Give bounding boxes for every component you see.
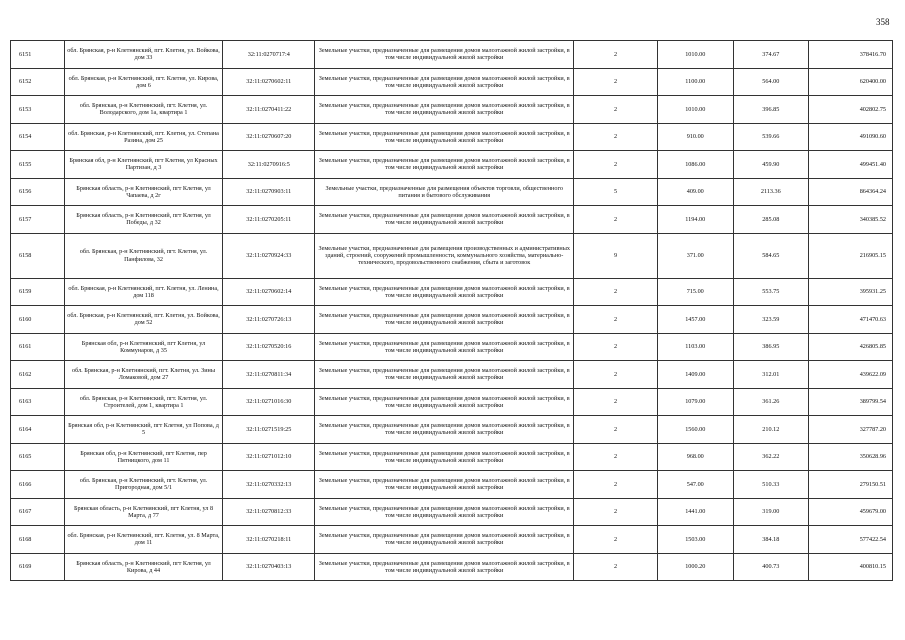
group-number-cell: 2 [574,471,658,499]
group-number-cell: 2 [574,41,658,69]
table-body [11,41,893,581]
area-cell: 1409.00 [657,361,733,389]
group-number-cell: 2 [574,416,658,444]
specific-value-cell: 362.22 [733,443,809,471]
address-cell: обл. Брянская, р-н Клетнянский, пгт. Клетня, ул. Войкова, дом 52 [64,306,222,334]
specific-value-cell: 539.66 [733,123,809,151]
table-row [11,361,893,389]
table-row [11,206,893,234]
table-row [11,526,893,554]
table-row [11,68,893,96]
row-number: 6163 [11,388,65,416]
cadastral-number-cell: 32:11:0270903:11 [223,178,315,206]
area-cell: 1560.00 [657,416,733,444]
table-row [11,96,893,124]
cadastral-value-cell: 327787.20 [809,416,893,444]
specific-value-cell: 384.18 [733,526,809,554]
land-use-cell: Земельные участки, предназначенные для размещения домов малоэтажной жилой застройки, в том числе индивидуальной жилой застройки [315,333,574,361]
row-number: 6162 [11,361,65,389]
cadastral-value-cell: 279150.51 [809,471,893,499]
area-cell: 1100.00 [657,68,733,96]
cadastral-value-cell: 426805.85 [809,333,893,361]
land-use-cell: Земельные участки, предназначенные для размещения домов малоэтажной жилой застройки, в том числе индивидуальной жилой застройки [315,151,574,179]
address-cell: Брянская обл, р-н Клетнянский, пгт Клетня, пер Пятницкого, дом 11 [64,443,222,471]
table-row [11,178,893,206]
specific-value-cell: 386.95 [733,333,809,361]
cadastral-number-cell: 32:11:0270602:11 [223,68,315,96]
group-number-cell: 2 [574,96,658,124]
cadastral-number-cell: 32:11:0270403:13 [223,553,315,581]
area-cell: 910.00 [657,123,733,151]
row-number: 6168 [11,526,65,554]
specific-value-cell: 584.65 [733,233,809,278]
specific-value-cell: 323.59 [733,306,809,334]
address-cell: Брянская область, р-н Клетнянский, пгт Клетня, ул Чапаева, д 2г [64,178,222,206]
area-cell: 1079.00 [657,388,733,416]
land-use-cell: Земельные участки, предназначенные для размещения домов малоэтажной жилой застройки, в том числе индивидуальной жилой застройки [315,41,574,69]
area-cell: 547.00 [657,471,733,499]
table-row [11,151,893,179]
group-number-cell: 9 [574,233,658,278]
cadastral-value-cell: 491090.60 [809,123,893,151]
specific-value-cell: 400.73 [733,553,809,581]
group-number-cell: 2 [574,498,658,526]
cadastral-number-cell: 32:11:0270916:5 [223,151,315,179]
specific-value-cell: 396.85 [733,96,809,124]
cadastral-number-cell: 32:11:0271519:25 [223,416,315,444]
area-cell: 1194.00 [657,206,733,234]
area-cell: 371.00 [657,233,733,278]
address-cell: обл. Брянская, р-н Клетнянский, пгт. Клетня, ул. Ленина, дом 118 [64,278,222,306]
specific-value-cell: 374.67 [733,41,809,69]
cadastral-value-cell: 459679.00 [809,498,893,526]
address-cell: обл. Брянская, р-н Клетнянский, пгт. Клетня, ул. Панфилова, 32 [64,233,222,278]
specific-value-cell: 312.01 [733,361,809,389]
table-row [11,333,893,361]
cadastral-number-cell: 32:11:0270607:20 [223,123,315,151]
area-cell: 1503.00 [657,526,733,554]
area-cell: 1000.20 [657,553,733,581]
cadastral-value-cell: 620400.00 [809,68,893,96]
row-number: 6157 [11,206,65,234]
area-cell: 1457.00 [657,306,733,334]
cadastral-number-cell: 32:11:0270602:14 [223,278,315,306]
group-number-cell: 2 [574,151,658,179]
row-number: 6153 [11,96,65,124]
address-cell: обл. Брянская, р-н Клетнянский, пгт. Клетня, ул. 8 Марта, дом 11 [64,526,222,554]
group-number-cell: 2 [574,553,658,581]
address-cell: обл. Брянская, р-н Клетнянский, пгт. Клетня, ул. Зины Ломаковой, дом 27 [64,361,222,389]
address-cell: обл. Брянская, р-н Клетнянский, пгт. Клетня, ул. Володарского, дом 1а, квартира 1 [64,96,222,124]
land-use-cell: Земельные участки, предназначенные для размещения домов малоэтажной жилой застройки, в том числе индивидуальной жилой застройки [315,443,574,471]
land-use-cell: Земельные участки, предназначенные для размещения домов малоэтажной жилой застройки, в том числе индивидуальной жилой застройки [315,278,574,306]
land-use-cell: Земельные участки, предназначенные для размещения домов малоэтажной жилой застройки, в том числе индивидуальной жилой застройки [315,96,574,124]
row-number: 6155 [11,151,65,179]
specific-value-cell: 553.75 [733,278,809,306]
cadastral-value-cell: 350628.96 [809,443,893,471]
land-use-cell: Земельные участки, предназначенные для размещения домов малоэтажной жилой застройки, в том числе индивидуальной жилой застройки [315,388,574,416]
group-number-cell: 2 [574,388,658,416]
group-number-cell: 2 [574,123,658,151]
cadastral-value-cell: 395931.25 [809,278,893,306]
table-row [11,278,893,306]
table-row [11,233,893,278]
row-number: 6158 [11,233,65,278]
specific-value-cell: 210.12 [733,416,809,444]
specific-value-cell: 510.33 [733,471,809,499]
row-number: 6169 [11,553,65,581]
cadastral-number-cell: 32:11:0270411:22 [223,96,315,124]
specific-value-cell: 319.00 [733,498,809,526]
group-number-cell: 2 [574,526,658,554]
land-use-cell: Земельные участки, предназначенные для размещения домов малоэтажной жилой застройки, в том числе индивидуальной жилой застройки [315,68,574,96]
specific-value-cell: 361.26 [733,388,809,416]
address-cell: обл. Брянская, р-н Клетнянский, пгт. Клетня, ул. Кирова, дом 6 [64,68,222,96]
area-cell: 1086.00 [657,151,733,179]
land-use-cell: Земельные участки, предназначенные для размещения домов малоэтажной жилой застройки, в том числе индивидуальной жилой застройки [315,498,574,526]
cadastral-value-cell: 378416.70 [809,41,893,69]
table-row [11,553,893,581]
land-use-cell: Земельные участки, предназначенные для размещения домов малоэтажной жилой застройки, в том числе индивидуальной жилой застройки [315,471,574,499]
cadastral-number-cell: 32:11:0270332:13 [223,471,315,499]
table-row [11,443,893,471]
row-number: 6160 [11,306,65,334]
land-use-cell: Земельные участки, предназначенные для размещения домов малоэтажной жилой застройки, в том числе индивидуальной жилой застройки [315,416,574,444]
row-number: 6159 [11,278,65,306]
address-cell: обл. Брянская, р-н Клетнянский, пгт. Клетня, ул. Строителей, дом 1, квартира 1 [64,388,222,416]
table-row [11,498,893,526]
cadastral-value-cell: 864364.24 [809,178,893,206]
group-number-cell: 5 [574,178,658,206]
area-cell: 1441.00 [657,498,733,526]
cadastral-number-cell: 32:11:0271016:30 [223,388,315,416]
table-row [11,416,893,444]
group-number-cell: 2 [574,361,658,389]
group-number-cell: 2 [574,68,658,96]
area-cell: 715.00 [657,278,733,306]
address-cell: Брянская обл, р-н Клетнянский, пгт Клетня, ул Коммунаров, д 35 [64,333,222,361]
area-cell: 1010.00 [657,96,733,124]
group-number-cell: 2 [574,333,658,361]
area-cell: 1103.00 [657,333,733,361]
land-use-cell: Земельные участки, предназначенные для размещения производственных и административных зданий, строений, сооружений промышленности, коммунального хозяйства, материально-технического, продовольственного снабжения, сбыта и заготовок [315,233,574,278]
row-number: 6164 [11,416,65,444]
specific-value-cell: 2113.36 [733,178,809,206]
address-cell: Брянская область, р-н Клетнянский, пгт Клетня, ул Кирова, д 44 [64,553,222,581]
land-use-cell: Земельные участки, предназначенные для размещения объектов торговли, общественного питания и бытового обслуживания [315,178,574,206]
area-cell: 968.00 [657,443,733,471]
group-number-cell: 2 [574,278,658,306]
group-number-cell: 2 [574,443,658,471]
specific-value-cell: 459.90 [733,151,809,179]
cadastral-number-cell: 32:11:0270717:4 [223,41,315,69]
cadastral-number-cell: 32:11:0270205:11 [223,206,315,234]
specific-value-cell: 564.00 [733,68,809,96]
table-row [11,388,893,416]
address-cell: обл. Брянская, р-н Клетнянский, пгт. Клетня, ул. Войкова, дом 33 [64,41,222,69]
land-use-cell: Земельные участки, предназначенные для размещения домов малоэтажной жилой застройки, в том числе индивидуальной жилой застройки [315,361,574,389]
cadastral-value-cell: 577422.54 [809,526,893,554]
area-cell: 409.00 [657,178,733,206]
cadastral-number-cell: 32:11:0271012:10 [223,443,315,471]
cadastral-value-cell: 499451.40 [809,151,893,179]
row-number: 6167 [11,498,65,526]
group-number-cell: 2 [574,306,658,334]
cadastral-number-cell: 32:11:0270218:11 [223,526,315,554]
page-number: 358 [876,17,890,27]
cadastral-number-cell: 32:11:0270812:33 [223,498,315,526]
cadastral-value-cell: 471470.63 [809,306,893,334]
land-use-cell: Земельные участки, предназначенные для размещения домов малоэтажной жилой застройки, в том числе индивидуальной жилой застройки [315,306,574,334]
address-cell: Брянская обл, р-н Клетнянский, пгт Клетня, ул Красных Партизан, д 3 [64,151,222,179]
address-cell: Брянская область, р-н Клетнянский, пгт Клетня, ул Победы, д 32 [64,206,222,234]
cadastral-number-cell: 32:11:0270811:34 [223,361,315,389]
row-number: 6156 [11,178,65,206]
cadastral-value-cell: 400810.15 [809,553,893,581]
row-number: 6165 [11,443,65,471]
cadastral-value-table [10,40,893,581]
cadastral-number-cell: 32:11:0270726:13 [223,306,315,334]
row-number: 6152 [11,68,65,96]
land-use-cell: Земельные участки, предназначенные для размещения домов малоэтажной жилой застройки, в том числе индивидуальной жилой застройки [315,123,574,151]
cadastral-value-cell: 216905.15 [809,233,893,278]
cadastral-value-cell: 389799.54 [809,388,893,416]
row-number: 6166 [11,471,65,499]
table-row [11,306,893,334]
address-cell: Брянская область, р-н Клетнянский, пгт Клетня, ул 8 Марта, д 77 [64,498,222,526]
row-number: 6161 [11,333,65,361]
area-cell: 1010.00 [657,41,733,69]
specific-value-cell: 285.08 [733,206,809,234]
cadastral-value-cell: 340385.52 [809,206,893,234]
address-cell: Брянская обл, р-н Клетнянский, пгт Клетня, ул Попова, д 5 [64,416,222,444]
table-row [11,471,893,499]
table-row [11,41,893,69]
land-use-cell: Земельные участки, предназначенные для размещения домов малоэтажной жилой застройки, в том числе индивидуальной жилой застройки [315,206,574,234]
cadastral-number-cell: 32:11:0270924:33 [223,233,315,278]
address-cell: обл. Брянская, р-н Клетнянский, пгт. Клетня, ул. Пригородная, дом 5/1 [64,471,222,499]
land-use-cell: Земельные участки, предназначенные для размещения домов малоэтажной жилой застройки, в том числе индивидуальной жилой застройки [315,553,574,581]
group-number-cell: 2 [574,206,658,234]
cadastral-value-cell: 439622.09 [809,361,893,389]
row-number: 6154 [11,123,65,151]
table-row [11,123,893,151]
cadastral-value-cell: 402802.75 [809,96,893,124]
cadastral-number-cell: 32:11:0270520:16 [223,333,315,361]
row-number: 6151 [11,41,65,69]
land-use-cell: Земельные участки, предназначенные для размещения домов малоэтажной жилой застройки, в том числе индивидуальной жилой застройки [315,526,574,554]
address-cell: обл. Брянская, р-н Клетнянский, пгт. Клетня, ул. Степана Разина, дом 25 [64,123,222,151]
